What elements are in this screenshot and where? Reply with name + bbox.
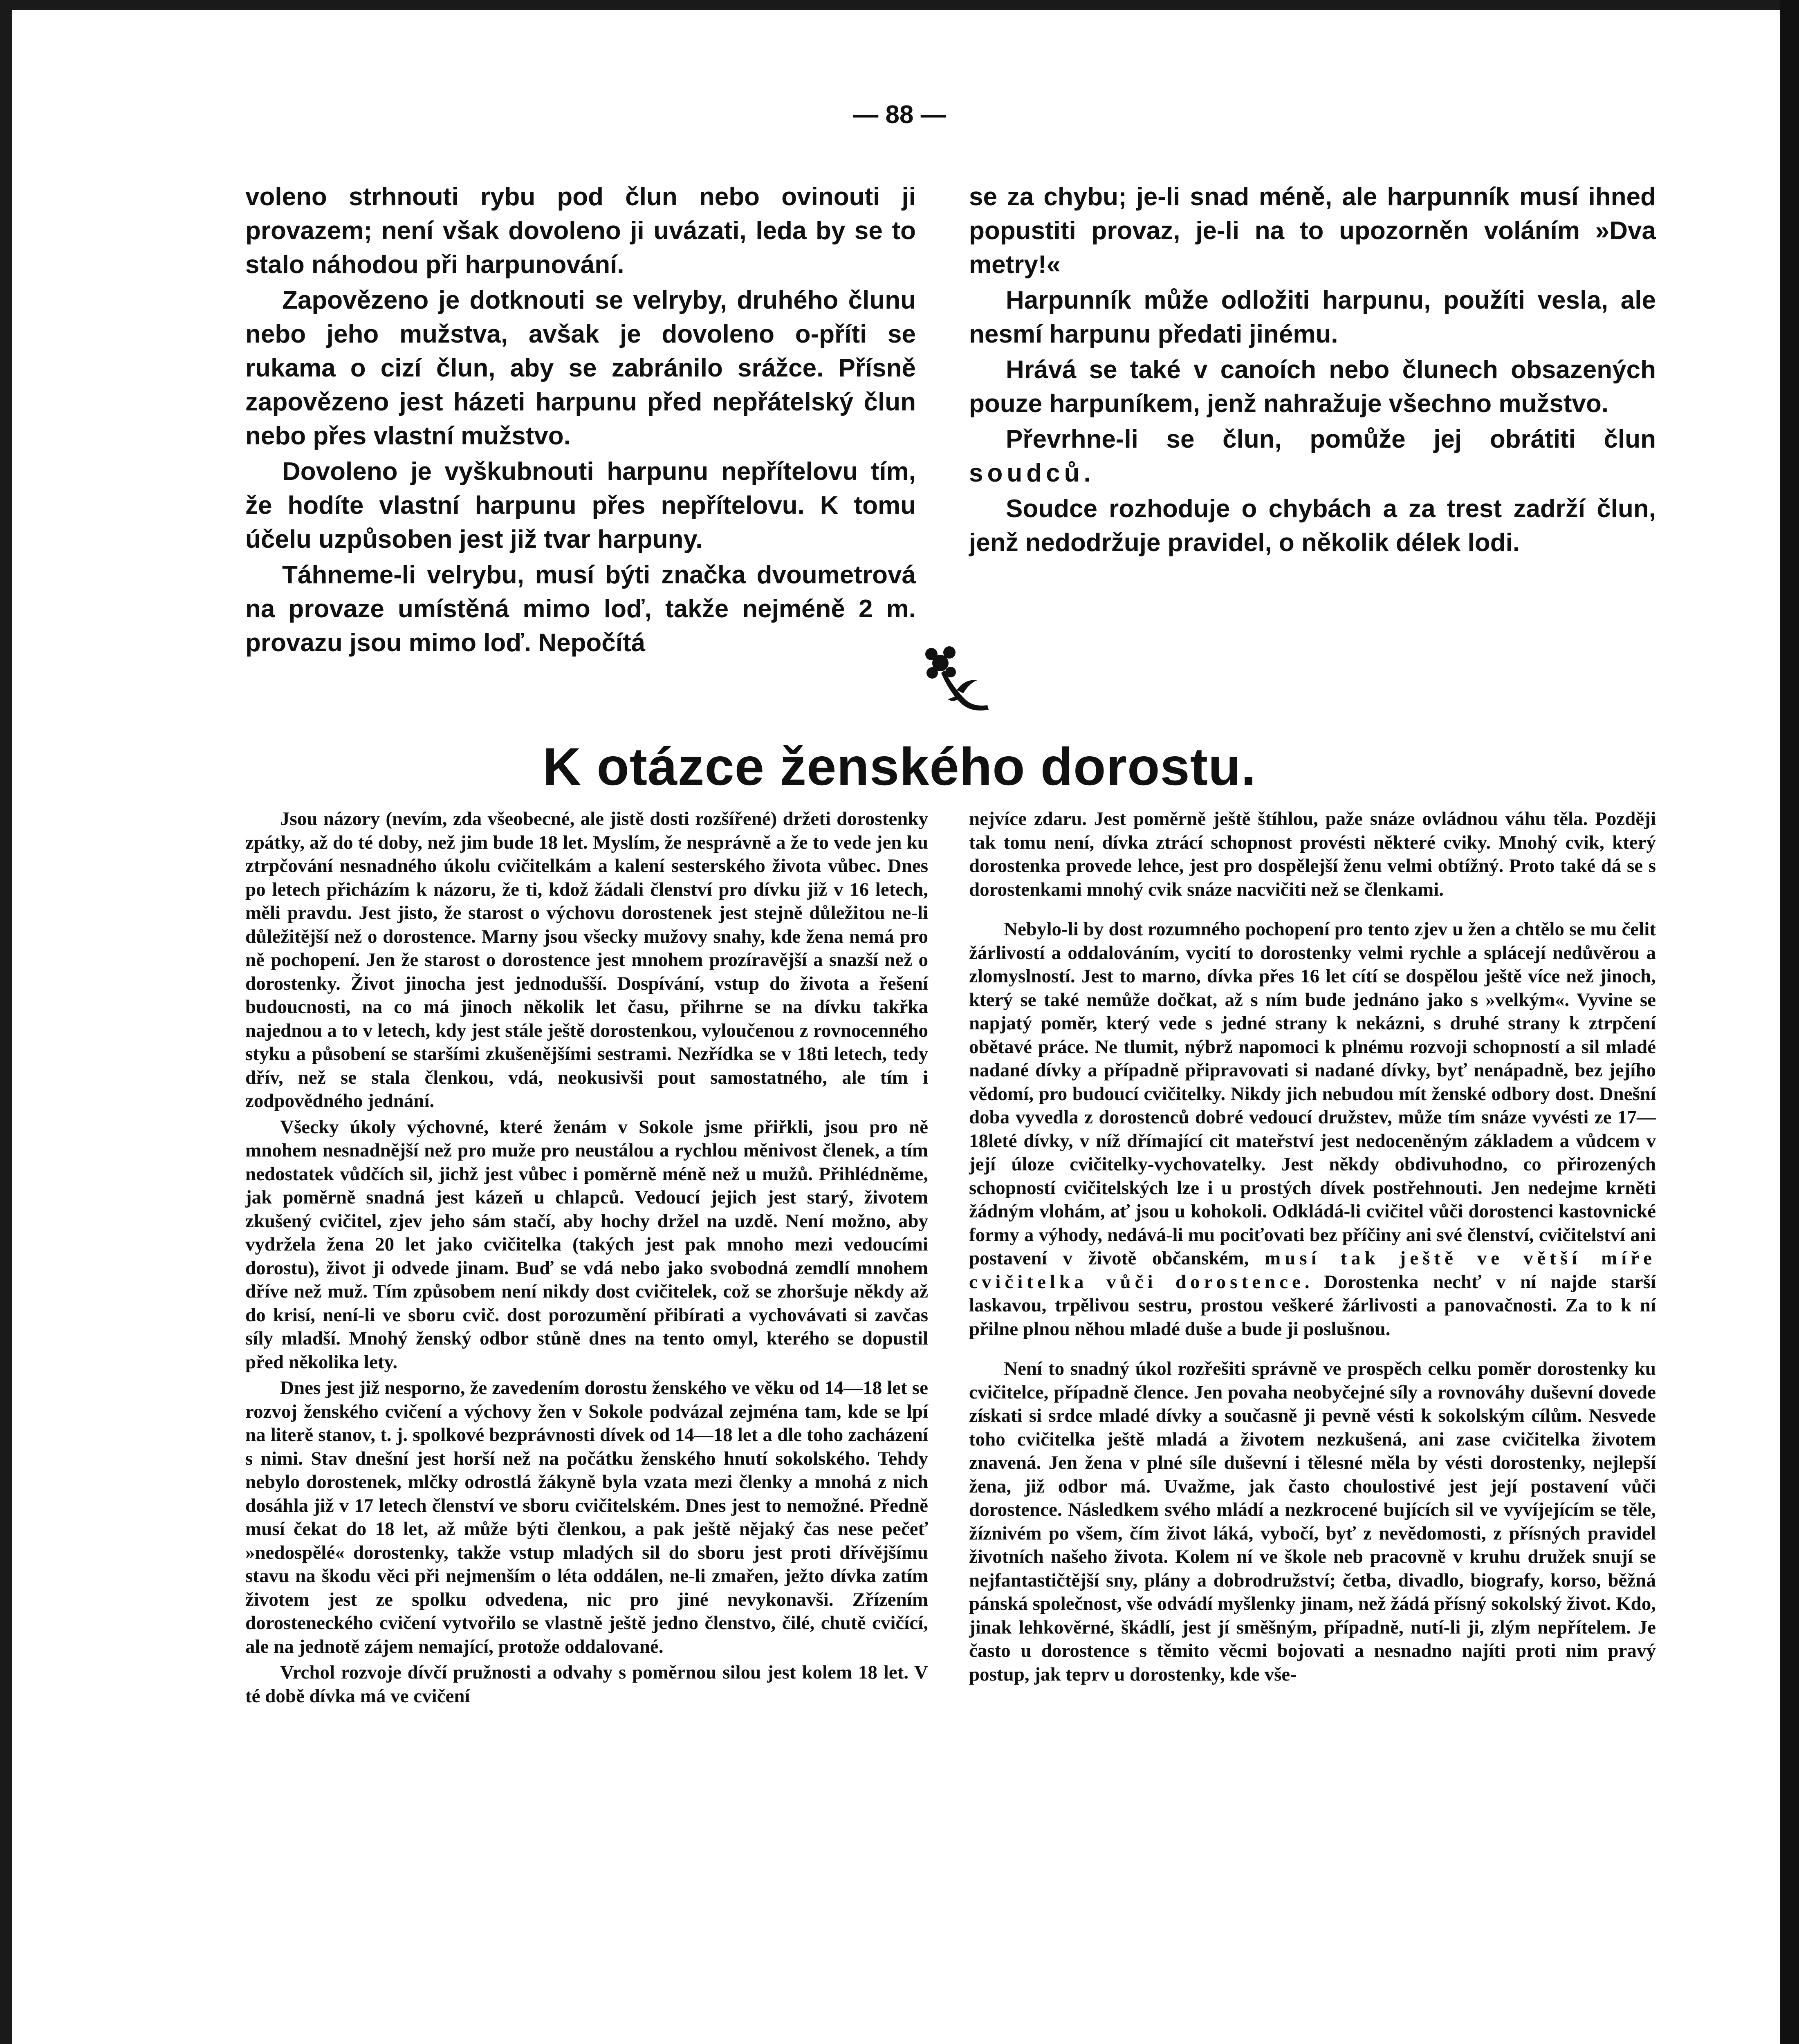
paragraph-text: Převrhne-li se člun, pomůže jej obrátiti člun bbox=[1006, 425, 1656, 453]
paragraph-text: Nebylo-li by dost rozumného pochopení pro tento zjev u žen a chtělo se mu čelit žárlivostí a oddalováním, vycití to dorostenky velmi rychle a splácejí nedůvěrou a zlomyslností. Jest to marno, dívka přes 16 let cítí se dospělou ještě více než jinoch, který se také nemůže dočkat, až s ním bude jednáno jako s »velkým«. Vyvine se napjatý poměr, který vede s jedné strany k nekázni, s druhé strany k ztrpčení obětavé práce. Ne tlumit, nýbrž napomoci k plnému rozvoji schopností a sil mladé nadané dívky a případně připravovati si nadané dívky, byť nenápadně, bez jejího vědomí, pro budoucí cvičitelky. Nikdy jich nebudou mít ženské odbory dost. Dnešní doba vyvedla z dorostenců dobré vedoucí družstev, může tím snáze vyvésti ze 17—18leté dívky, v níž dřímající cit mateřství jest nedoceněným základem a vůdcem v její úloze cvičitelky-vychovatelky. Jest někdy obdivuhodno, co přirozených schopností cvičitelských lze i u prostých dívek postřehnouti. Jen nedejme krněti žádným vlohám, ať jsou u kohokoli. Odkládá-li cvičitel vůči dorostenci kastovnické formy a výhody, nedává-li mu pociťovati bez příčiny ani své členství, cvičitelství ani postavení v životě občanském, bbox=[969, 919, 1656, 1269]
paragraph: voleno strhnouti rybu pod člun nebo ovinouti ji provazem; není však dovoleno ji uvázati, leda by se to stalo náhodou při harpunování. bbox=[245, 183, 916, 279]
spaced-emphasis: soudců bbox=[969, 459, 1084, 487]
paragraph: Dnes jest již nesporno, že zavedením dorostu ženského ve věku od 14—18 let se rozvoj ženského cvičení a výchovy žen v Sokole podvázal zejména tam, kde se lpí na literě stanov, t. j. spolkové bezprávnosti dívek od 14—18 let a dle toho zacházení s nimi. Stav dnešní jest horší než na počátku ženského hnutí sokolského. Tehdy nebylo dorostenek, mlčky odrostlá žákyně byla vzata mezi členky a mnohá z nich dosáhla již v 17 letech členství ve sboru cvičitelském. Dnes jest to nemožné. Předně musí čekat do 18 let, až může býti členkou, a pak ještě nějaký čas nese pečeť »nedospělé« dorostenky, takže vstup mladých sil do sboru jest proti dřívějšímu stavu na škodu věci při nejmenším o léta oddálen, ne-li zmařen, ježto dívka zatím životem jest ze spolku odvedena, nic pro jiné nevykonavši. Zřízením dorosteneckého cvičení vytvořilo se vlastně ještě jedno členstvo, čilé, chutě cvičící, ale na jednotě zájem nemající, protože oddalované. bbox=[245, 1377, 928, 1657]
scan-edge-top bbox=[0, 0, 1799, 10]
paragraph bbox=[969, 422, 1656, 490]
paragraph: Všecky úkoly výchovné, které ženám v Sokole jsme přiřkli, jsou pro ně mnohem nesnadnější než pro muže pro neustálou a rychlou měnivost členek, a tím nedostatek vůdčích sil, jichž jest vůbec i poměrně méně než u mužů. Přihlédněme, jak poměrně snadná jest kázeň u chlapců. Vedoucí jejich jest starý, životem zkušený cvičitel, zjev jeho sám stačí, aby hochy držel na uzdě. Není možno, aby vydržela žena 20 let jako cvičitelka (takých jest pak mnoho mezi vedoucími dorostu), život ji odvede jinam. Buď se vdá nebo jako svobodná zemdlí mnohem dříve než muž. Tím způsobem není nikdy dost cvičitelek, což se zhoršuje někdy až do krisí, není-li ve sboru cvič. dost porozumění přibírati a vychovávati si zavčas síly mladší. Mnohý ženský odbor stůně dnes na tento omyl, kterého se dopustil před několika lety. bbox=[245, 1116, 928, 1373]
paragraph: se za chybu; je-li snad méně, ale harpunník musí ihned popustiti provaz, je-li na to upozorněn voláním »Dva metry!« bbox=[969, 183, 1656, 279]
paragraph: nejvíce zdaru. Jest poměrně ještě štíhlou, paže snáze ovládnou váhu těla. Později tak tomu není, dívka ztrácí schopnost provésti některé cviky. Mnohý cvik, který dorostenka provede lehce, jest pro dospělejší ženu velmi obtížný. Proto také dá se s dorostenkami mnohý cvik snáze nacvičiti než se členkami. bbox=[969, 808, 1656, 900]
article-right-column bbox=[969, 807, 1656, 1689]
article-title: K otázce ženského dorostu. bbox=[543, 737, 1256, 796]
paragraph: Vrchol rozvoje dívčí pružnosti a odvahy s poměrnou silou jest kolem 18 let. V té době dívka má ve cvičení bbox=[245, 1662, 928, 1707]
scan-edge-left bbox=[0, 0, 12, 2044]
article-left-column bbox=[245, 807, 928, 1710]
paragraph: Harpunník může odložiti harpunu, použíti vesla, ale nesmí harpunu předati jinému. bbox=[969, 286, 1656, 348]
top-right-column bbox=[969, 180, 1656, 561]
scan-edge-right bbox=[1780, 0, 1799, 2044]
paragraph: Táhneme-li velrybu, musí býti značka dvoumetrová na provaze umístěná mimo loď, takže nejméně 2 m. provazu jsou mimo loď. Nepočítá bbox=[245, 561, 916, 657]
paragraph: Zapovězeno je dotknouti se velryby, druhého člunu nebo jeho mužstva, avšak je dovoleno o-příti se rukama o cizí člun, aby se zabránilo srážce. Přísně zapovězeno jest házeti harpunu před nepřátelský člun nebo přes vlastní mužstvo. bbox=[245, 286, 916, 450]
spaced-emphasis: musí tak ještě ve větší míře cvičitelka vůči dorostence bbox=[969, 1248, 1656, 1293]
paragraph bbox=[969, 918, 1656, 1341]
page-number: — 88 — bbox=[853, 101, 946, 129]
flower-ornament-icon bbox=[916, 638, 998, 719]
paragraph: Není to snadný úkol rozřešiti správně ve prospěch celku poměr dorostenky ku cvičitelce, případně člence. Jen povaha neobyčejné síly a rovnováhy duševní dovede získati si srdce mladé dívky a současně ji pevně vésti k sokolským cílům. Nesvede toho cvičitelka ještě mladá a životem nezkušená, ani zase cvičitelka životem znavená. Jen žena v plné síle duševní i tělesné měla by vésti dorostenky, nejlepší žena, již odbor má. Uvažme, jak často choulostivé jest její postavení vůči dorostence. Následkem svého mládí a nezkrocené bujících sil ve vyvíjejícím se těle, žíznivém po všem, čím život láká, vybočí, byť z nevědomosti, z přísných pravidel životních našeho života. Kolem ní ve škole neb pracovně v kruhu družek snují se nejfantastičtější sny, plány a dobrodružství; četba, divadlo, biografy, korso, běžná pánská společnost, vše odvádí myšlenky jinam, než žádá přísný sokolský život. Kdo, jinak lehkověrné, škádlí, jest jí směšným, případně, nutí-li ji, zlým nepřítelem. Je často u dorostence s těmito věcmi bojovati a nesnadno najíti proti nim pravý postup, jak teprv u dorostenky, kde vše- bbox=[969, 1358, 1656, 1685]
paragraph: Hrává se také v canoích nebo člunech obsazených pouze harpuníkem, jenž nahražuje všechno mužstvo. bbox=[969, 356, 1656, 418]
paragraph: Jsou názory (nevím, zda všeobecné, ale jistě dosti rozšířené) držeti dorostenky zpátky, až do té doby, než jim bude 18 let. Myslím, že nesprávně a že to vede jen ku ztrpčování nesnadného úkolu cvičitelkám a kalení sesterského života vůbec. Dnes po letech přicházím k názoru, že ti, kdož žádali členství pro dívku již v 16 letech, měli pravdu. Jest jisto, že starost o výchovu dorostenek jest stejně důležitou ne-li důležitější než o dorostence. Marny jsou všecky mužovy snahy, kde žena nemá pro ně pochopení. Jen že starost o dorostence jest mnohem prozíravější a snazší než o dorostenky. Život jinocha jest jednodušší. Dospívání, vstup do života a řešení budoucnosti, na co má jinoch několik let času, přihrne se na dívku takřka najednou a to v letech, kdy jest stále ještě dorostenkou, vyloučenou z rovnocenného styku a působení se staršími zkušenějšími sestrami. Nezřídka se v 18ti letech, tedy dřív, než se stala členkou, vdá, neokusivši pout samostatného, ale tím i zodpovědného jednání. bbox=[245, 808, 928, 1112]
top-left-column bbox=[245, 180, 916, 661]
paragraph: Soudce rozhoduje o chybách a za trest zadrží člun, jenž nedodržuje pravidel, o několik délek lodi. bbox=[969, 495, 1656, 557]
paragraph-text: . Dorostenka nechť v ní najde starší laskavou, trpělivou sestru, prostou veškeré žárlivosti a panovačnosti. Za to k ní přilne plnou něhou mladé duše a bude ji poslušnou. bbox=[969, 1271, 1656, 1340]
paragraph: Dovoleno je vyškubnouti harpunu nepřítelovu tím, že hodíte vlastní harpunu přes nepřítelovu. K tomu účelu uzpůsoben jest již tvar harpuny. bbox=[245, 457, 916, 554]
paragraph-text: . bbox=[1083, 459, 1091, 487]
